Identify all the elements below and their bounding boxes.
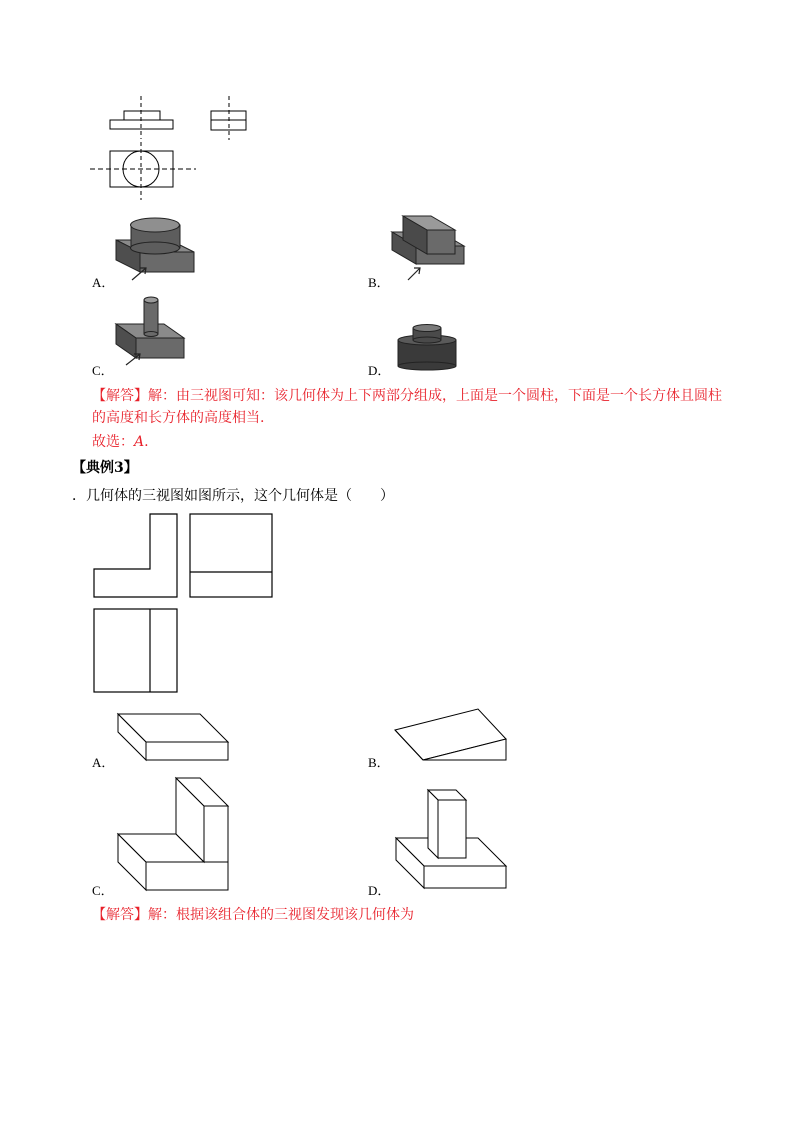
choice-prefix: 故选： bbox=[92, 434, 134, 450]
option-b-label[interactable]: B． bbox=[368, 275, 390, 290]
choice-letter: A bbox=[134, 434, 145, 450]
solution-tag-3: 【解答】 bbox=[92, 907, 148, 923]
solution-text: 解：由三视图可知：该几何体为上下两部分组成，上面是一个圆柱，下面是一个长方体且圆柱 bbox=[148, 388, 722, 404]
option-d-label[interactable]: D． bbox=[368, 363, 391, 378]
option-c-label-3[interactable]: C． bbox=[92, 883, 114, 898]
choice-suffix: . bbox=[144, 434, 149, 450]
solution-tag: 【解答】 bbox=[92, 388, 148, 404]
option-c-label[interactable]: C． bbox=[92, 363, 114, 378]
solution-text-3: 解：根据该组合体的三视图发现该几何体为 bbox=[148, 907, 414, 923]
option-a-label-3[interactable]: A． bbox=[92, 755, 115, 770]
example3-question: ．几何体的三视图如图所示，这个几何体是（ ） bbox=[72, 488, 394, 504]
option-d-label-3[interactable]: D． bbox=[368, 883, 391, 898]
example3-solution bbox=[92, 904, 414, 926]
option-a-label[interactable]: A． bbox=[92, 275, 115, 290]
example2-solution-line2: 的高度和长方体的高度相当. bbox=[92, 410, 265, 426]
option-b-label-3[interactable]: B． bbox=[368, 755, 390, 770]
example3-heading: 【典例3】 bbox=[72, 460, 138, 476]
